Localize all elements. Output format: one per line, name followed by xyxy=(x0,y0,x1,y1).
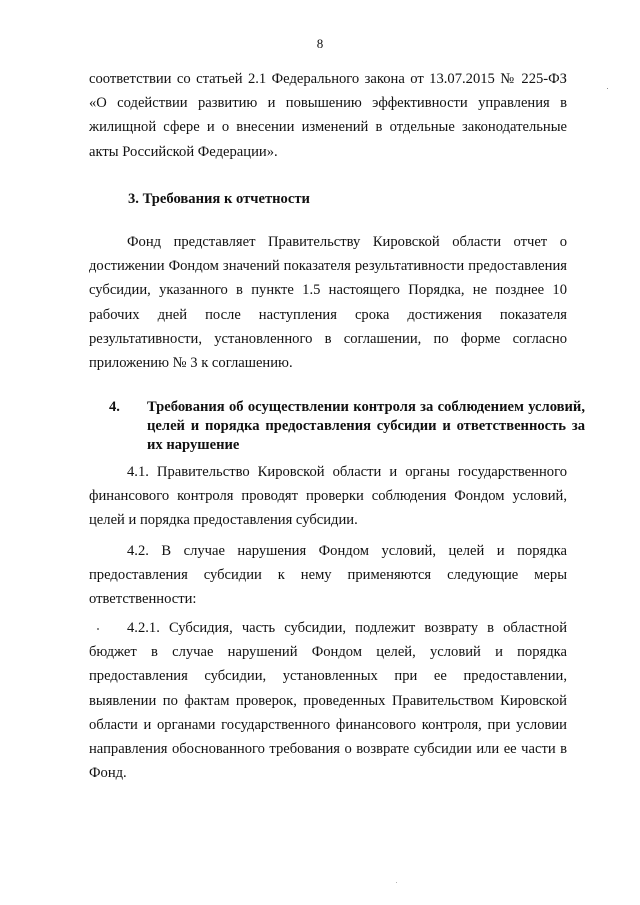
paragraph-4-1: 4.1. Правительство Кировской области и органы государственного финансового контроля проводят проверки соблюдения Фондом условий, целей и порядка предоставления субсидии. xyxy=(89,464,567,529)
section-3-heading: 3. Требования к отчетности xyxy=(128,191,310,207)
scan-speck xyxy=(607,88,608,89)
page-number: 8 xyxy=(316,36,324,51)
section-4-number: 4. xyxy=(109,399,120,415)
scan-speck xyxy=(97,628,99,630)
scan-speck xyxy=(396,882,397,883)
paragraph-4-2-1: 4.2.1. Субсидия, часть субсидии, подлежит возврату в областной бюджет в случае нарушений Фондом целей, условий и порядка предоставления субсидии, установленных при ее предоставлении, выявлении по фактам проверок, проведенных Правительством Кировской области и органами государственного финансового контроля, при условии направления обоснованного требования о возврате субсидии или ее части в Фонд. xyxy=(89,620,567,782)
paragraph-4-2: 4.2. В случае нарушения Фондом условий, целей и порядка предоставления субсидии к нему применяются следующие меры ответственности: xyxy=(89,543,567,608)
section-4-heading xyxy=(109,398,585,455)
section-3-paragraph: Фонд представляет Правительству Кировской области отчет о достижении Фондом значений показателя результативности предоставления субсидии, указанного в пункте 1.5 настоящего Порядка, не позднее 10 рабочих дней после наступления срока достижения показателя результативности, установленного в соглашении, по форме согласно приложению № 3 к соглашению. xyxy=(89,234,567,372)
continuation-paragraph: соответствии со статьей 2.1 Федерального закона от 13.07.2015 № 225-ФЗ «О содействии развитию и повышению эффективности управления в жилищной сфере и о внесении изменений в отдельные законодательные акты Российской Федерации». xyxy=(89,71,567,160)
section-4-heading-text: Требования об осуществлении контроля за соблюдением условий, целей и порядка предоставления субсидии и ответственность за их нарушение xyxy=(147,399,585,453)
